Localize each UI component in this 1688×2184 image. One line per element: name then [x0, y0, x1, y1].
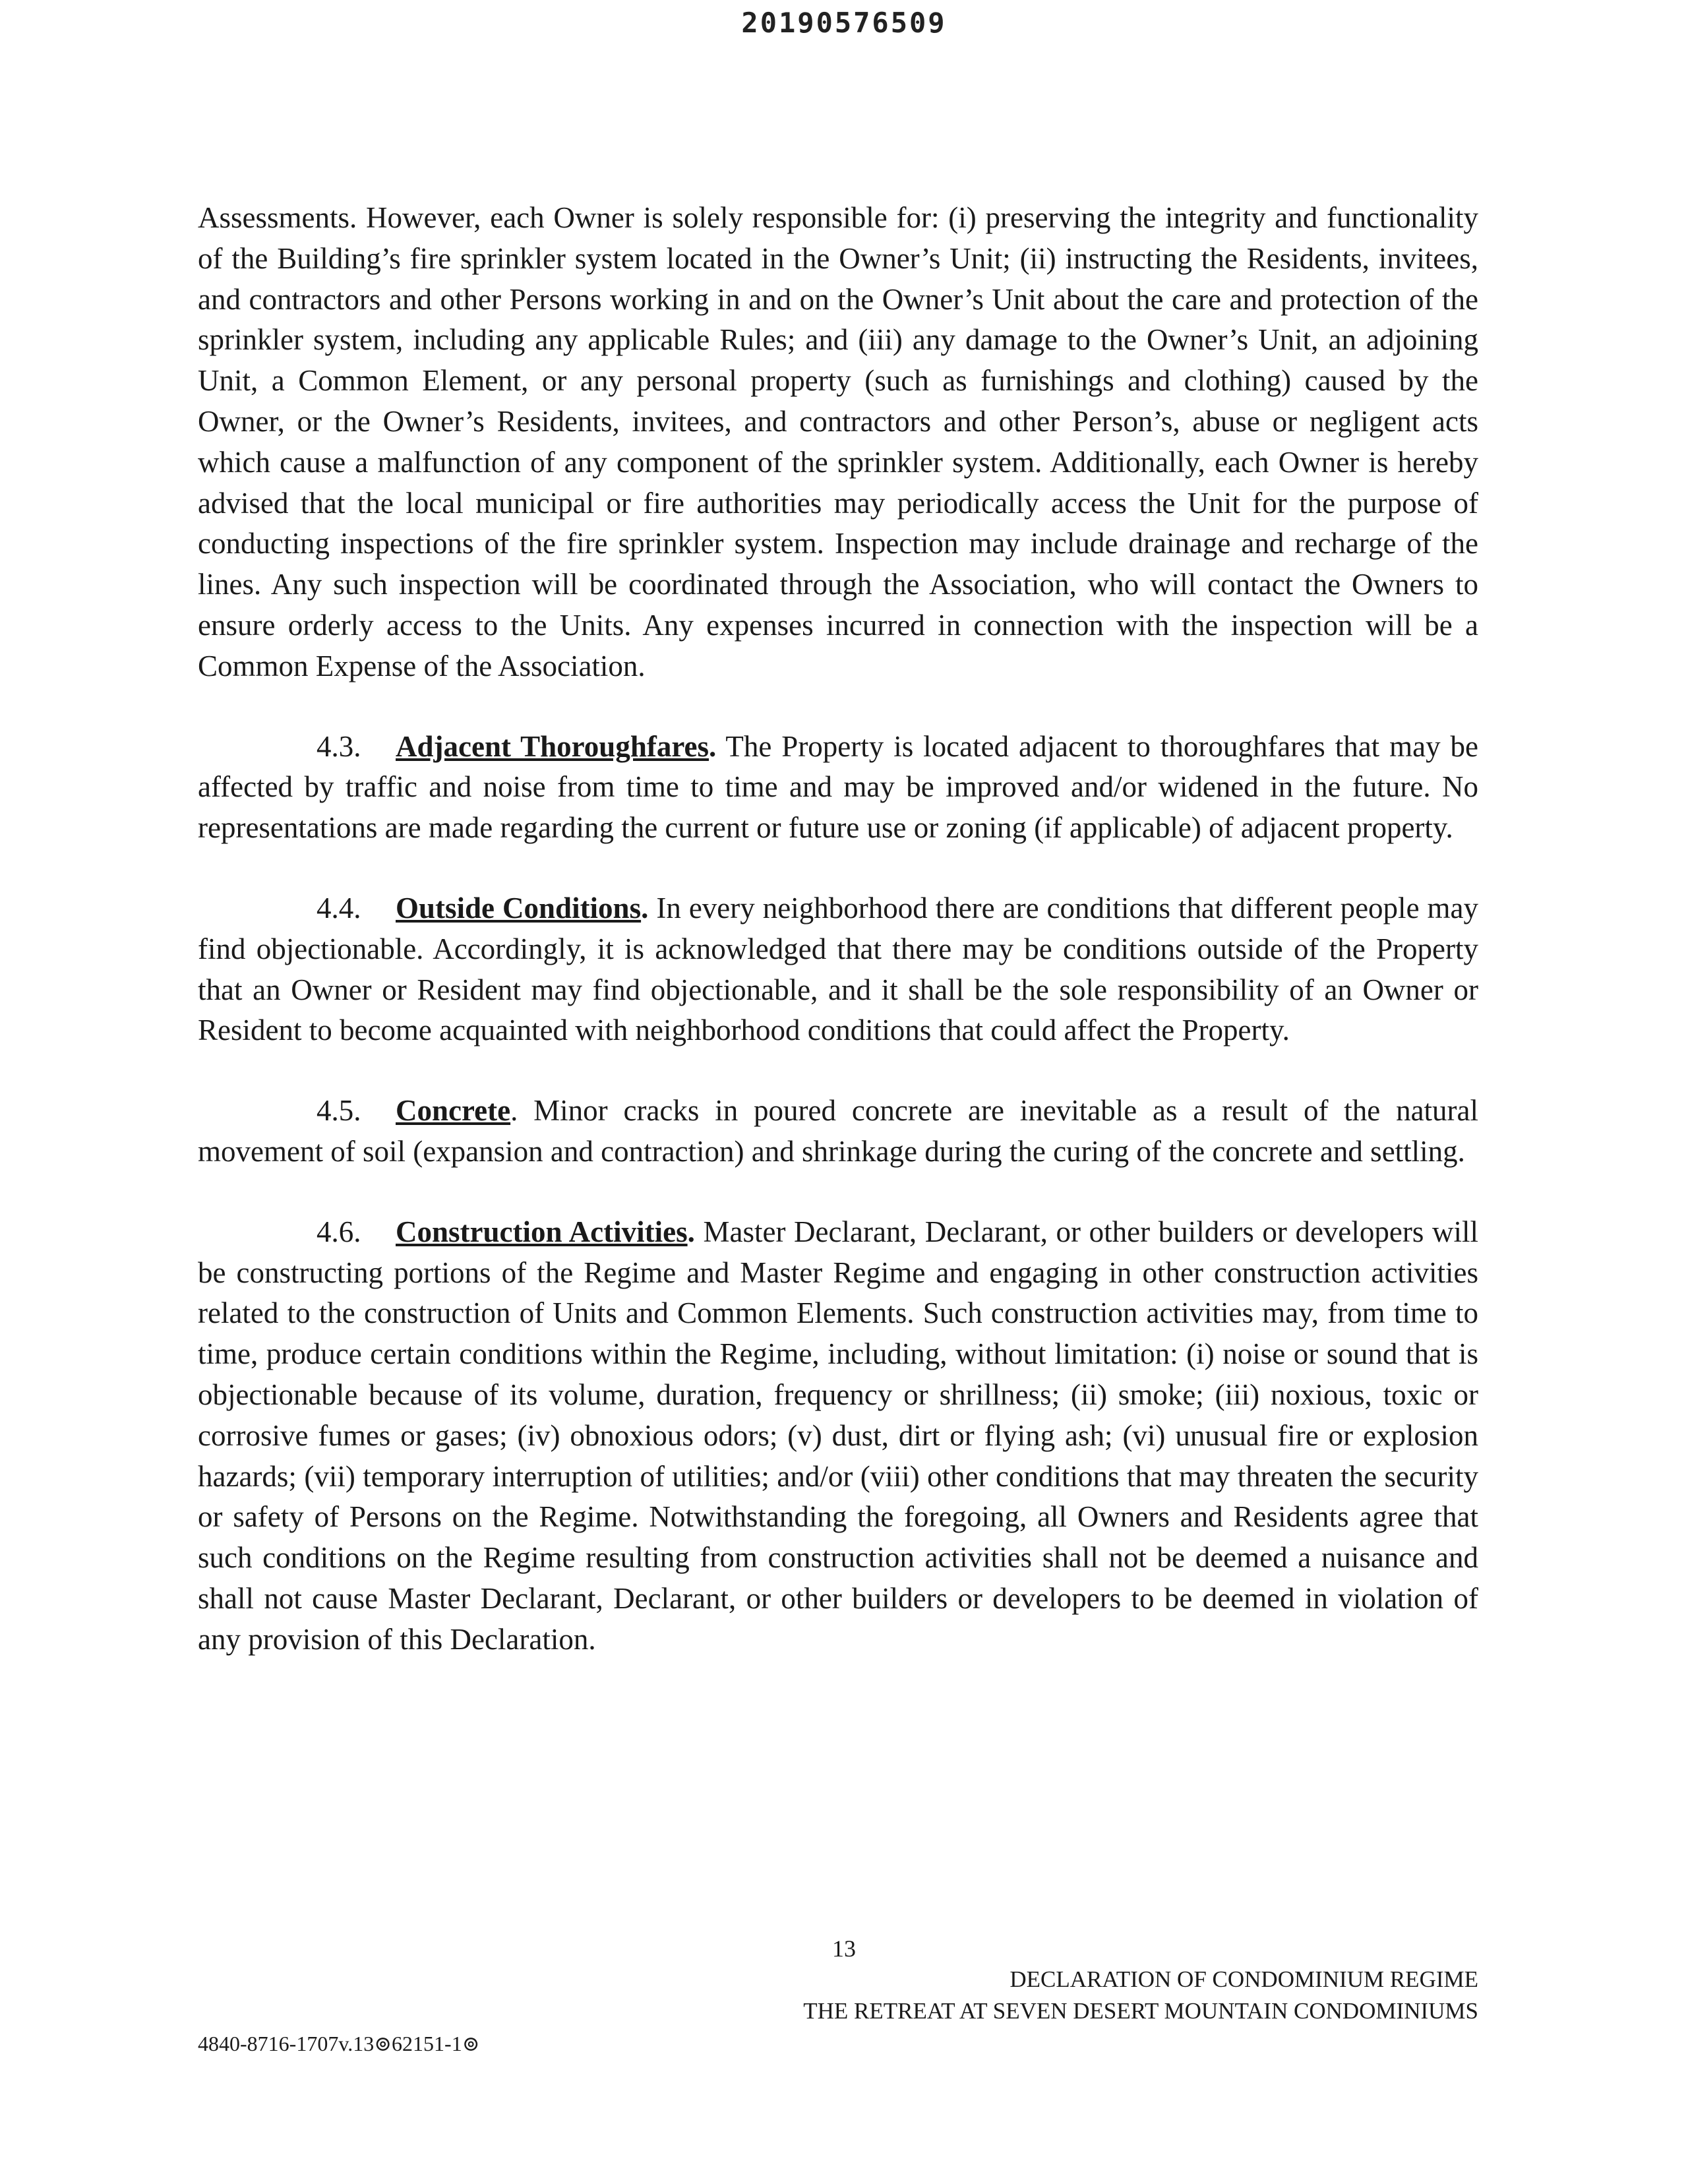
- section-title-punct: .: [641, 891, 649, 925]
- section-number: 4.6.: [316, 1215, 361, 1248]
- section-4-6: [198, 1212, 1478, 1660]
- section-title-punct: .: [510, 1094, 518, 1128]
- footer-document-id: 4840-8716-1707v.13⊚62151-1⊚: [198, 2032, 480, 2055]
- section-4-5: [198, 1091, 1478, 1172]
- recording-number: 20190576509: [741, 7, 947, 39]
- section-title: Construction Activities: [396, 1215, 688, 1248]
- section-4-3: [198, 727, 1478, 849]
- footer-document-title: [803, 1964, 1478, 2027]
- footer-title-line-2: THE RETREAT AT SEVEN DESERT MOUNTAIN CONDOMINIUMS: [803, 1998, 1478, 2024]
- section-text: In every neighborhood there are conditions that different people may find objectionable. Accordingly, it is acknowledged that there may be conditions outside of the Property that an Owner or Resident may find objectionable, and it shall be the sole responsibility of an Owner or Resident to become acquainted with neighborhood conditions that could affect the Property.: [198, 891, 1479, 1047]
- section-title: Concrete: [396, 1094, 511, 1128]
- intro-paragraph: Assessments. However, each Owner is solely responsible for: (i) preserving the integrity and functionality of the Building’s fire sprinkler system located in the Owner’s Unit; (ii) instructing the Residents, invitees, and contractors and other Persons working in and on the Owner’s Unit about the care and protection of the sprinkler system, including any applicable Rules; and (iii) any damage to the Owner’s Unit, an adjoining Unit, a Common Element, or any personal property (such as furnishings and clothing) caused by the Owner, or the Owner’s Residents, invitees, and contractors and other Person’s, abuse or negligent acts which cause a malfunction of any component of the sprinkler system. Additionally, each Owner is hereby advised that the local municipal or fire authorities may periodically access the Unit for the purpose of conducting inspections of the fire sprinkler system. Inspection may include drainage and recharge of the lines. Any such inspection will be coordinated through the Association, who will contact the Owners to ensure orderly access to the Units. Any expenses incurred in connection with the inspection will be a Common Expense of the Association.: [198, 201, 1478, 682]
- section-4-4: [198, 888, 1478, 1051]
- section-number: 4.5.: [316, 1094, 361, 1128]
- section-number: 4.4.: [316, 891, 361, 925]
- section-title-punct: .: [709, 729, 717, 763]
- document-body: [198, 198, 1478, 1660]
- section-text: Master Declarant, Declarant, or other builders or developers will be constructing portions of the Regime and Master Regime and engaging in other construction activities related to the construction of Units and Common Elements. Such construction activities may, from time to time, produce certain conditions within the Regime, including, without limitation: (i) noise or sound that is objectionable because of its volume, duration, frequency or shrillness; (ii) smoke; (iii) noxious, toxic or corrosive fumes or gases; (iv) obnoxious odors; (v) dust, dirt or flying ash; (vi) unusual fire or explosion hazards; (vii) temporary interruption of utilities; and/or (viii) other conditions that may threaten the security or safety of Persons on the Regime. Notwithstanding the foregoing, all Owners and Residents agree that such conditions on the Regime resulting from construction activities shall not be deemed a nuisance and shall not cause Master Declarant, Declarant, or other builders or developers to be deemed in violation of any provision of this Declaration.: [198, 1215, 1478, 1656]
- section-title-punct: .: [687, 1215, 695, 1248]
- section-text: The Property is located adjacent to thoroughfares that may be affected by traffic and noise from time to time and may be improved and/or widened in the future. No representations are made regarding the current or future use or zoning (if applicable) of adjacent property.: [198, 729, 1479, 845]
- section-title: Adjacent Thoroughfares: [396, 729, 709, 763]
- footer-title-line-1: DECLARATION OF CONDOMINIUM REGIME: [1010, 1966, 1478, 1992]
- section-title: Outside Conditions: [396, 891, 642, 925]
- section-text: Minor cracks in poured concrete are inevitable as a result of the natural movement of soil (expansion and contraction) and shrinkage during the curing of the concrete and settling.: [198, 1094, 1479, 1168]
- page-number: 13: [832, 1935, 856, 1962]
- section-number: 4.3.: [316, 729, 361, 763]
